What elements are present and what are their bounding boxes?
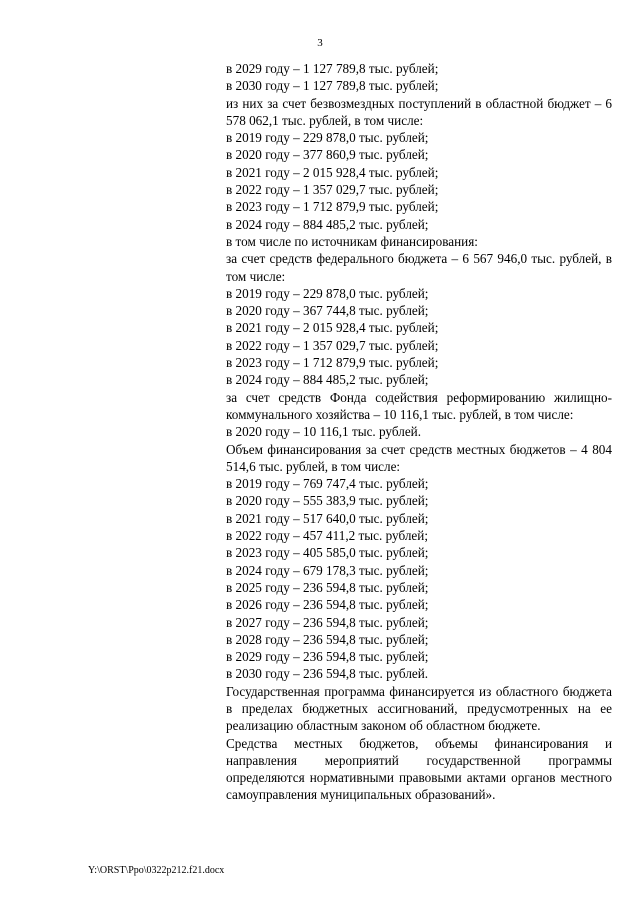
federal-budget-intro: за счет средств федерального бюджета – 6 567 946,0 тыс. рублей, в том числе:: [226, 251, 612, 284]
year-amount-line: в 2023 году – 405 585,0 тыс. рублей;: [226, 545, 429, 561]
year-amount-line: в 2020 году – 555 383,9 тыс. рублей;: [226, 493, 429, 509]
year-amount-line: в 2021 году – 2 015 928,4 тыс. рублей;: [226, 320, 439, 336]
year-amount-line: в 2021 году – 517 640,0 тыс. рублей;: [226, 510, 429, 526]
page-number: 3: [317, 37, 323, 49]
year-amount-line: в 2021 году – 2 015 928,4 тыс. рублей;: [226, 164, 439, 180]
year-amount-line: в 2023 году – 1 712 879,9 тыс. рублей;: [226, 355, 439, 371]
local-budgets-years-list: [226, 475, 612, 683]
local-funds-note-paragraph: Средства местных бюджетов, объемы финансирования и направления мероприятий государственной программы определяются нормативными правовыми актами органов местного самоуправления муниципальных образований».: [226, 735, 612, 803]
free-receipts-years-list: [226, 129, 612, 233]
year-amount-line: в 2022 году – 457 411,2 тыс. рублей;: [226, 528, 428, 544]
federal-budget-years-list: [226, 285, 612, 389]
footer-file-path: Y:\ORST\Ppo\0322p212.f21.docx: [88, 865, 225, 876]
year-amount-line: в 2023 году – 1 712 879,9 тыс. рублей;: [226, 199, 439, 215]
year-amount-line: в 2019 году – 229 878,0 тыс. рублей;: [226, 130, 429, 146]
year-amount-line: в 2029 году – 1 127 789,8 тыс. рублей;: [226, 61, 439, 76]
year-amount-line: в 2024 году – 884 485,2 тыс. рублей;: [226, 372, 429, 388]
year-amount-line: в 2028 году – 236 594,8 тыс. рублей;: [226, 631, 429, 647]
year-amount-line: в 2022 году – 1 357 029,7 тыс. рублей;: [226, 182, 439, 198]
year-amount-line: в 2019 году – 769 747,4 тыс. рублей;: [226, 476, 429, 492]
year-amount-line: в 2024 году – 679 178,3 тыс. рублей;: [226, 562, 429, 578]
year-amount-line: в 2026 году – 236 594,8 тыс. рублей;: [226, 597, 429, 613]
by-sources-intro: в том числе по источникам финансирования:: [226, 233, 478, 249]
year-amount-line: в 2025 году – 236 594,8 тыс. рублей;: [226, 579, 429, 595]
year-amount-line: в 2027 году – 236 594,8 тыс. рублей;: [226, 614, 429, 630]
free-receipts-intro: из них за счет безвозмездных поступлений в областной бюджет – 6 578 062,1 тыс. рублей, в том числе:: [226, 95, 612, 128]
year-amount-line: в 2029 году – 236 594,8 тыс. рублей;: [226, 649, 429, 665]
year-amount-line: в 2019 году – 229 878,0 тыс. рублей;: [226, 285, 429, 301]
year-amount-line: в 2020 году – 10 116,1 тыс. рублей.: [226, 424, 422, 440]
year-amount-line: в 2030 году – 1 127 789,8 тыс. рублей;: [226, 78, 439, 94]
year-amount-line: в 2020 году – 367 744,8 тыс. рублей;: [226, 303, 429, 319]
year-amount-line: в 2022 году – 1 357 029,7 тыс. рублей;: [226, 337, 439, 353]
housing-fund-intro: за счет средств Фонда содействия реформированию жилищно-коммунального хозяйства – 10 116,1 тыс. рублей, в том числе:: [226, 389, 612, 422]
year-amount-line: в 2024 году – 884 485,2 тыс. рублей;: [226, 216, 429, 232]
year-amount-line: в 2030 году – 236 594,8 тыс. рублей.: [226, 666, 429, 682]
document-body: [226, 60, 612, 804]
budget-2029-2030-list: [226, 60, 612, 95]
program-financing-paragraph: Государственная программа финансируется из областного бюджета в пределах бюджетных ассигнований, предусмотренных на ее реализацию областным законом об областном бюджете.: [226, 683, 612, 734]
local-budgets-intro: Объем финансирования за счет средств местных бюджетов – 4 804 514,6 тыс. рублей, в том числе:: [226, 441, 612, 474]
year-amount-line: в 2020 году – 377 860,9 тыс. рублей;: [226, 147, 429, 163]
housing-fund-years-list: [226, 423, 612, 440]
